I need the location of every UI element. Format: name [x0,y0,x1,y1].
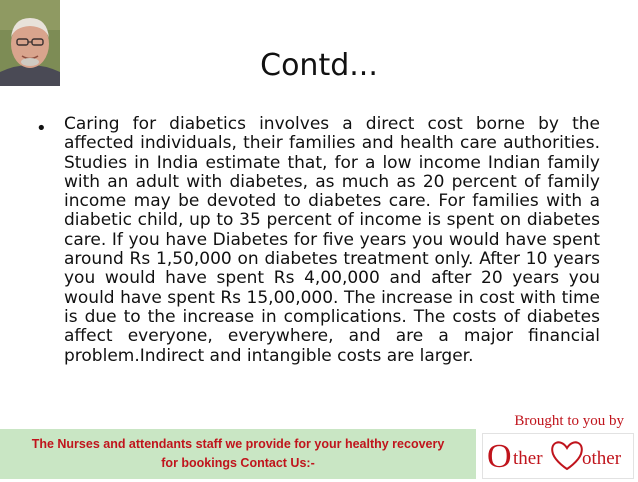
svg-text:ther: ther [513,448,543,469]
svg-text:O: O [487,438,512,475]
footer-banner [0,429,476,479]
bullet-marker: • [36,118,47,139]
othermother-logo[interactable] [482,433,634,479]
footer-line-1: The Nurses and attendants staff we provide for your healthy recovery [31,437,445,451]
bullet-paragraph: Caring for diabetics involves a direct cost borne by the affected individuals, their families and health care authorities. Studies in India estimate that, for a low income Indian family with an adult with diabetes, as much as 20 percent of family income may be devoted to diabetes care. For families with a diabetic child, up to 35 percent of income is spent on diabetes care. If you have Diabetes for five years you would have spent around Rs 1,50,000 on diabetes treatment only. After 10 years you would have spent Rs 4,00,000 and after 20 years you would have spent Rs 15,00,000. The increase in cost with time is due to the increase in complications. The costs of diabetes affect everyone, everywhere, and are a major financial problem.Indirect and intangible costs are larger. [64,114,600,366]
othermother-logo-image [483,434,633,478]
svg-text:other: other [582,448,622,469]
slide-title: Contd... [260,48,378,83]
footer-line-2: for bookings Contact Us:- [161,456,315,470]
brought-to-you-by-label: Brought to you by [514,413,624,429]
